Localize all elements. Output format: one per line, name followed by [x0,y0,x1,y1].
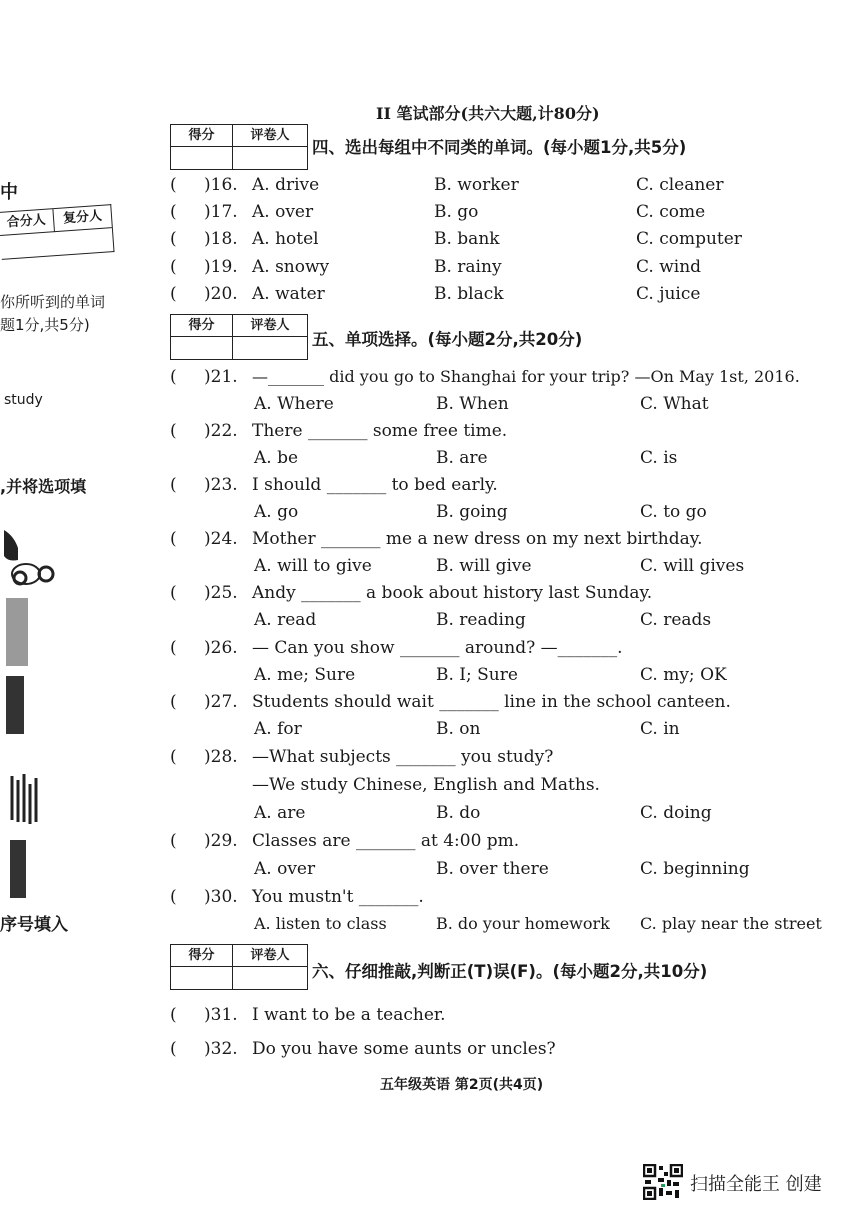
option-b: B. I; Sure [436,665,518,685]
question-number: )31. [204,1005,238,1025]
question-stem: —_______ did you go to Shanghai for your trip? —On May 1st, 2016. [252,367,800,386]
option-c: C. come [636,202,706,222]
question-stem: There _______ some free time. [252,421,508,441]
question-number: )25. [204,583,238,603]
option-c: C. my; OK [640,665,727,685]
question-number: )17. [204,202,238,222]
option-b: B. worker [434,175,519,195]
section-4-title: 四、选出每组中不同类的单词。(每小题1分,共5分) [312,138,687,157]
question-number: )18. [204,229,238,249]
answer-paren[interactable]: ( [170,583,177,603]
edge-fragment-1: 中 [0,182,18,203]
question-number: )26. [204,638,238,658]
page-title: II 笔试部分(共六大题,计80分) [376,104,600,123]
question-stem: I want to be a teacher. [252,1005,446,1025]
option-b: B. go [434,202,479,222]
option-a: A. for [254,719,302,739]
option-c: C. reads [640,610,712,630]
edge-fragment-6: 序号填入 [0,915,68,935]
option-b: B. are [436,448,488,468]
question-number: )20. [204,284,238,304]
edge-image-3 [6,676,24,734]
answer-paren[interactable]: ( [170,475,177,495]
option-b: B. going [436,502,508,522]
option-b: B. on [436,719,481,739]
question-stem: You mustn't _______. [252,887,424,907]
option-a: A. over [252,202,314,222]
score-box-section-5 [170,314,308,360]
edge-fragment-2: 你所听到的单词 [0,293,106,311]
answer-paren[interactable]: ( [170,831,177,851]
option-c: C. in [640,719,680,739]
edge-image-4 [10,770,40,830]
answer-paren[interactable]: ( [170,747,177,767]
answer-paren[interactable]: ( [170,229,177,249]
answer-paren[interactable]: ( [170,257,177,277]
option-a: A. listen to class [254,914,387,933]
option-a: A. go [254,502,299,522]
question-number: )30. [204,887,238,907]
option-a: A. snowy [252,257,330,277]
option-c: C. doing [640,803,712,823]
section-5-title: 五、单项选择。(每小题2分,共20分) [312,330,583,349]
score-box-section-6 [170,944,308,990]
option-a: A. drive [252,175,320,195]
answer-paren[interactable]: ( [170,367,177,387]
option-a: A. will to give [254,556,372,576]
question-number: )23. [204,475,238,495]
option-a: A. water [252,284,325,304]
page-footer: 五年级英语 第2页(共4页) [380,1077,544,1093]
edge-score-box [0,204,115,260]
score-label: 得分 [171,125,233,147]
score-cell[interactable] [171,147,233,169]
question-stem: — Can you show _______ around? —_______. [252,638,623,658]
option-c: C. will gives [640,556,745,576]
answer-paren[interactable]: ( [170,638,177,658]
question-number: )28. [204,747,238,767]
question-number: )27. [204,692,238,712]
edge-fragment-4: study [4,392,43,408]
option-a: A. read [254,610,317,630]
option-c: C. to go [640,502,707,522]
score-cell[interactable] [171,337,233,359]
grader-cell[interactable] [233,337,307,359]
question-number: )29. [204,831,238,851]
option-a: A. are [254,803,306,823]
question-stem: Classes are _______ at 4:00 pm. [252,831,520,851]
question-stem: Do you have some aunts or uncles? [252,1039,556,1059]
question-stem: Mother _______ me a new dress on my next birthday. [252,529,703,549]
option-b: B. When [436,394,509,414]
option-c: C. beginning [640,859,750,879]
question-number: )32. [204,1039,238,1059]
option-c: C. What [640,394,709,414]
question-stem: —What subjects _______ you study? [252,747,554,767]
question-stem: I should _______ to bed early. [252,475,498,495]
question-stem: Andy _______ a book about history last Sunday. [252,583,653,603]
option-b: B. will give [436,556,532,576]
question-number: )16. [204,175,238,195]
answer-paren[interactable]: ( [170,1039,177,1059]
grader-cell[interactable] [233,967,307,989]
watermark-text: 扫描全能王 创建 [690,1174,822,1195]
option-b: B. reading [436,610,526,630]
edge-car-image [0,520,60,590]
answer-paren[interactable]: ( [170,202,177,222]
question-stem-line-2: —We study Chinese, English and Maths. [252,775,600,795]
question-number: )24. [204,529,238,549]
option-a: A. be [254,448,299,468]
score-cell[interactable] [171,967,233,989]
option-a: A. Where [254,394,334,414]
question-number: )21. [204,367,238,387]
option-b: B. do [436,803,481,823]
option-b: B. bank [434,229,500,249]
answer-paren[interactable]: ( [170,692,177,712]
option-b: B. black [434,284,504,304]
edge-fragment-5: ,并将选项填 [0,477,87,496]
option-c: C. wind [636,257,702,277]
grader-cell[interactable] [233,147,307,169]
option-c: C. play near the street [640,914,822,933]
option-a: A. hotel [252,229,319,249]
option-b: B. over there [436,859,549,879]
grader-label: 评卷人 [233,125,307,147]
answer-paren[interactable]: ( [170,175,177,195]
option-c: C. computer [636,229,742,249]
option-c: C. juice [636,284,701,304]
question-number: )22. [204,421,238,441]
answer-paren[interactable]: ( [170,887,177,907]
option-c: C. is [640,448,678,468]
option-c: C. cleaner [636,175,724,195]
option-a: A. me; Sure [254,665,356,685]
option-b: B. do your homework [436,914,610,933]
qr-code-icon [643,1164,683,1200]
score-label: 得分 [171,945,233,967]
answer-paren[interactable]: ( [170,421,177,441]
edge-fragment-3: 题1分,共5分) [0,316,90,334]
edge-box-col1: 合分人 [0,209,55,236]
answer-paren[interactable]: ( [170,1005,177,1025]
answer-paren[interactable]: ( [170,284,177,304]
question-number: )19. [204,257,238,277]
grader-label: 评卷人 [233,945,307,967]
edge-box-col2: 复分人 [53,205,111,232]
option-a: A. over [254,859,316,879]
score-box-section-4 [170,124,308,170]
option-b: B. rainy [434,257,502,277]
edge-image-5 [10,840,26,898]
answer-paren[interactable]: ( [170,529,177,549]
grader-label: 评卷人 [233,315,307,337]
score-label: 得分 [171,315,233,337]
edge-image-2 [6,598,28,666]
section-6-title: 六、仔细推敲,判断正(T)误(F)。(每小题2分,共10分) [312,962,708,981]
question-stem: Students should wait _______ line in the school canteen. [252,692,731,712]
